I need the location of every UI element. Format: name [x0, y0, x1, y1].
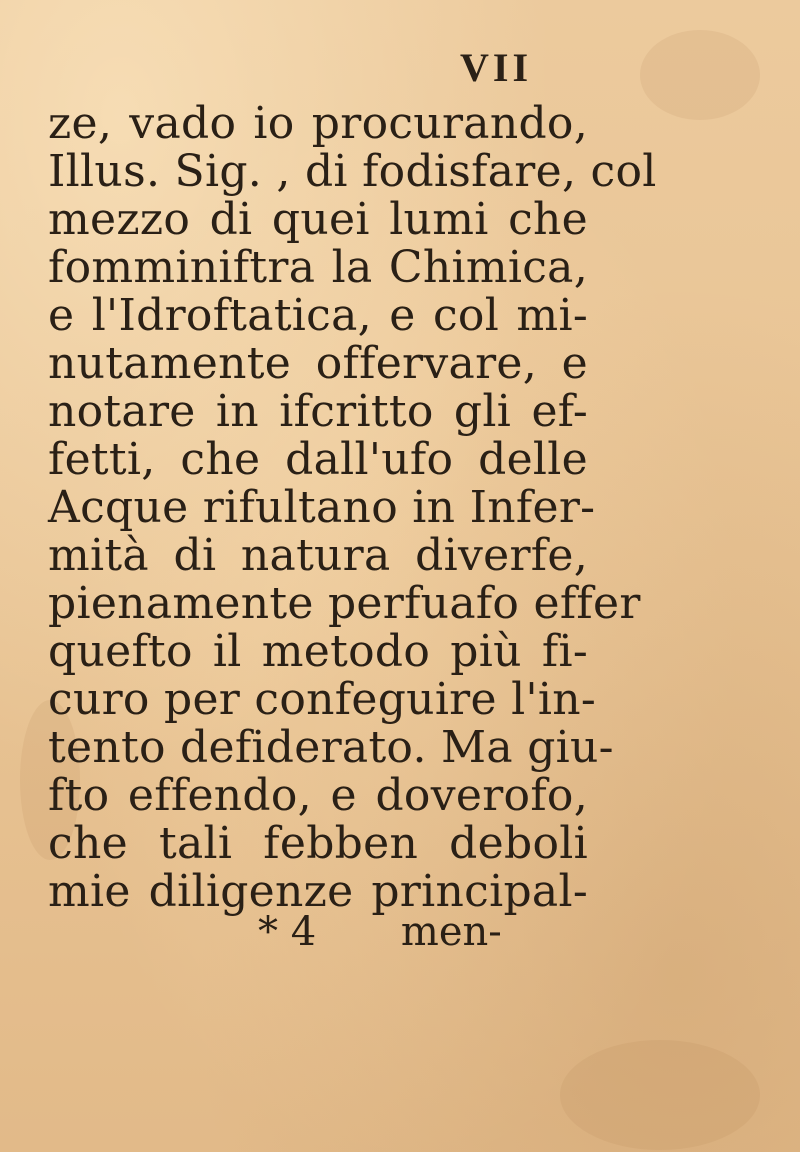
page-number-header: VII: [460, 45, 533, 90]
paper-stain: [560, 1040, 760, 1150]
paper-stain: [640, 30, 760, 120]
signature-mark: * 4: [258, 909, 317, 955]
text-line-1: ze, vado io procurando,: [48, 98, 588, 149]
text-line-14: tento defiderato. Ma giu-: [48, 722, 614, 773]
text-line-8: fetti, che dall'ufo delle: [48, 434, 588, 485]
text-line-9: Acque rifultano in Infer-: [48, 482, 596, 533]
text-line-7: notare in ifcritto gli ef-: [48, 386, 588, 437]
text-line-15: fto effendo, e doverofo,: [48, 770, 588, 821]
text-line-3: mezzo di quei lumi che: [48, 194, 588, 245]
text-line-2: Illus. Sig. , di fodisfare, col: [48, 146, 657, 197]
catchword: men-: [400, 909, 502, 955]
text-line-5: e l'Idroftatica, e col mi-: [48, 290, 588, 341]
text-line-4: fomminiftra la Chimica,: [48, 242, 588, 293]
text-line-17: mie diligenze principal-: [48, 866, 588, 917]
text-line-12: quefto il metodo più fi-: [48, 626, 588, 677]
footer-line: [258, 908, 502, 956]
text-line-13: curo per confeguire l'in-: [48, 674, 597, 725]
text-line-6: nutamente offervare, e: [48, 338, 588, 389]
text-line-11: pienamente perfuafo effer: [48, 578, 641, 629]
text-line-10: mità di natura diverfe,: [48, 530, 588, 581]
text-line-16: che tali febben deboli: [48, 818, 588, 869]
